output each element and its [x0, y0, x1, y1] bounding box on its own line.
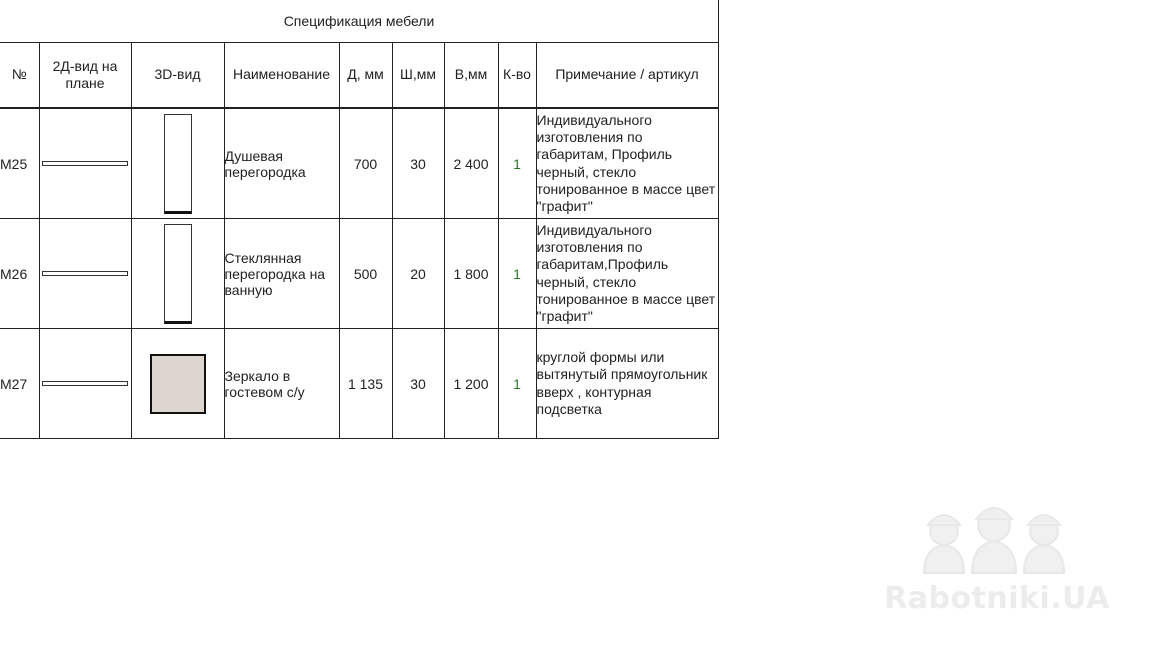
item-width: 30: [392, 329, 444, 439]
table-row: [0, 219, 718, 329]
plan-line-shape: [42, 271, 128, 276]
item-quantity: 1: [498, 108, 536, 219]
spec-sheet: [0, 0, 719, 417]
item-width: 30: [392, 108, 444, 219]
plan-line-shape: [42, 161, 128, 166]
header-2d-view: 2Д-вид на плане: [39, 42, 131, 108]
furniture-spec-table: [0, 42, 719, 439]
mirror-3d: [150, 354, 206, 414]
header-3d-view: 3D-вид: [131, 42, 224, 108]
item-length: 500: [339, 219, 392, 329]
header-quantity: К-во: [498, 42, 536, 108]
header-note: Примечание / артикул: [536, 42, 718, 108]
row-id: M26: [0, 219, 39, 329]
header-name: Наименование: [224, 42, 339, 108]
item-name: Стеклянная перегородка на ванную: [224, 219, 339, 329]
header-height: В,мм: [444, 42, 498, 108]
item-length: 700: [339, 108, 392, 219]
row-id: M27: [0, 329, 39, 439]
item-note: круглой формы или вытянутый прямоугольник вверх , контурная подсветка: [536, 329, 718, 439]
item-name: Душевая перегородка: [224, 108, 339, 219]
view-3d: [131, 108, 224, 219]
header-length: Д, мм: [339, 42, 392, 108]
plan-line-shape: [42, 381, 128, 386]
header-row: [0, 42, 718, 108]
item-width: 20: [392, 219, 444, 329]
workers-logo-icon: [914, 493, 1074, 577]
item-height: 1 200: [444, 329, 498, 439]
table-row: [0, 108, 718, 219]
header-number: №: [0, 42, 39, 108]
item-note: Индивидуального изготовления по габаритам,Профиль черный, стекло тонированное в массе цвет "графит": [536, 219, 718, 329]
item-height: 2 400: [444, 108, 498, 219]
plan-2d-view: [39, 108, 131, 219]
item-quantity: 1: [498, 329, 536, 439]
item-note: Индивидуального изготовления по габаритам, Профиль черный, стекло тонированное в массе цвет "графит": [536, 108, 718, 219]
glass-panel-3d: [164, 224, 192, 324]
row-id: M25: [0, 108, 39, 219]
item-quantity: 1: [498, 219, 536, 329]
header-width: Ш,мм: [392, 42, 444, 108]
item-name: Зеркало в гостевом с/у: [224, 329, 339, 439]
view-3d: [131, 329, 224, 439]
plan-2d-view: [39, 219, 131, 329]
plan-2d-view: [39, 329, 131, 439]
glass-panel-3d: [164, 114, 192, 214]
view-3d: [131, 219, 224, 329]
item-length: 1 135: [339, 329, 392, 439]
table-title: Спецификация мебели: [0, 0, 719, 43]
item-height: 1 800: [444, 219, 498, 329]
table-row: [0, 329, 718, 439]
watermark: [872, 493, 1122, 623]
watermark-text: Rabotniki.UA: [884, 581, 1110, 616]
